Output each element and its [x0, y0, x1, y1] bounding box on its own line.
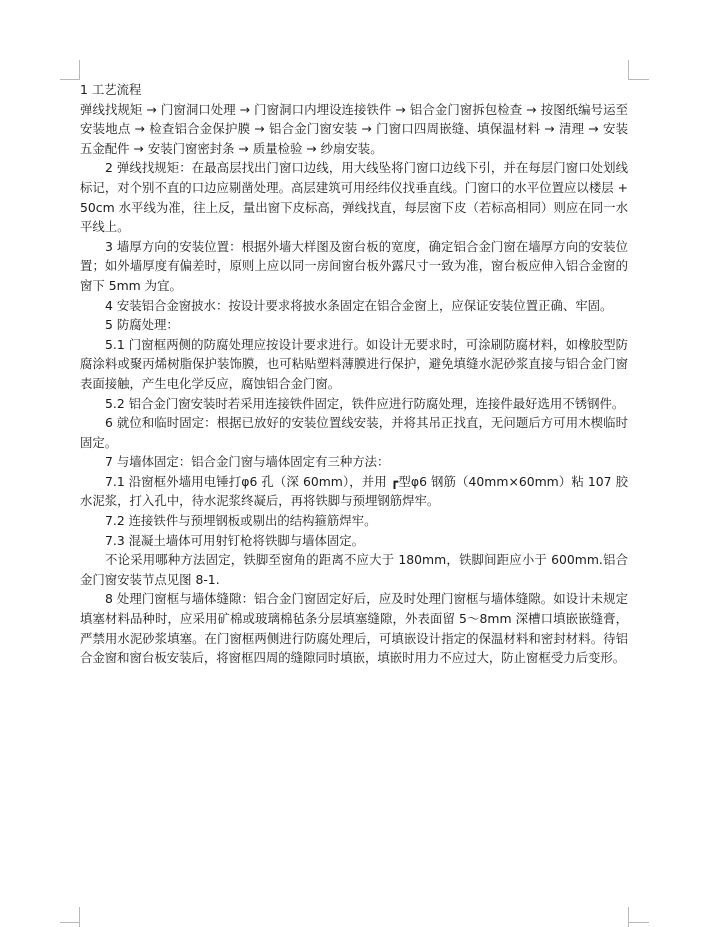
crop-mark — [79, 907, 80, 927]
paragraph-step-7-2: 7.2 连接铁件与预埋钢板或剔出的结构箍筋焊牢。 — [105, 513, 377, 529]
paragraph-step-6: 6 就位和临时固定：根据已放好的安装位置线安装，并将其吊正找直，无问题后方可用木楔临时固定。 — [80, 415, 628, 450]
paragraph-step-5-1: 5.1 门窗框两侧的防腐处理应按设计要求进行。如设计无要求时，可涂刷防腐材料，如橡胶型防腐涂料或聚丙烯树脂保护装饰膜，也可粘贴塑料薄膜进行保护，避免填缝水泥砂浆直接与铝合金门窗表面接触，产生电化学反应，腐蚀铝合金门窗。 — [80, 336, 628, 391]
paragraph-step-4: 4 安装铝合金窗披水：按设计要求将披水条固定在铝合金窗上，应保证安装位置正确、牢固。 — [105, 297, 613, 313]
crop-mark — [60, 79, 80, 80]
section-heading: 1 工艺流程 — [80, 82, 142, 97]
crop-mark — [629, 922, 649, 923]
paragraph-step-3: 3 墙厚方向的安装位置：根据外墙大样图及窗台板的宽度，确定铝合金门窗在墙厚方向的安装位置；如外墙厚度有偏差时，原则上应以同一房间窗台板外露尺寸一致为准，窗台板应伸入铝合金窗的窗下 5mm 为宜。 — [80, 238, 628, 293]
paragraph-step-5: 5 防腐处理： — [105, 317, 179, 333]
paragraph-step-7-1: 7.1 沿窗框外墙用电锤打φ6 孔（深 60mm），并用 ┏型φ6 钢筋（40mm×60mm）粘 107 胶水泥浆，打入孔中，待水泥浆终凝后，再将铁脚与预埋钢筋焊牢。 — [80, 473, 628, 509]
crop-mark — [60, 922, 80, 923]
paragraph-step-2: 2 弹线找规矩：在最高层找出门窗口边线，用大线坠将门窗口边线下引，并在每层门窗口处划线标记，对个别不直的口边应剔凿处理。高层建筑可用经纬仪找垂直线。门窗口的水平位置应以楼层 + 50cm 水平线为准，往上反，量出窗下皮标高，弹线找直，每层窗下皮（若标高相同）则应在同一水平线上。 — [80, 160, 628, 235]
crop-mark — [629, 79, 649, 80]
paragraph-step-5-2: 5.2 铝合金门窗安装时若采用连接铁件固定，铁件应进行防腐处理，连接件最好选用不锈钢件。 — [105, 395, 625, 411]
paragraph-step-7-3: 7.3 混凝土墙体可用射钉枪将铁脚与墙体固定。 — [105, 532, 365, 548]
process-flow-paragraph: 弹线找规矩 → 门窗洞口处理 → 门窗洞口内埋设连接铁件 → 铝合金门窗拆包检查 → 按图纸编号运至安装地点 → 检查铝合金保护膜 → 铝合金门窗安装 → 门窗口四周嵌缝、填保温材料 → 清理 → 安装五金配件 → 安装门窗密封条 → 质量检验 → 纱扇安装。 — [80, 101, 628, 156]
paragraph-step-8: 8 处理门窗框与墙体缝隙：铝合金门窗固定好后，应及时处理门窗框与墙体缝隙。如设计未规定填塞材料品种时，应采用矿棉或玻璃棉毡条分层填塞缝隙，外表面留 5～8mm 深槽口填嵌嵌缝膏，严禁用水泥砂浆填塞。在门窗框两侧进行防腐处理后，可填嵌设计指定的保温材料和密封材料。待铝合金窗和窗台板安装后，将窗框四周的缝隙同时填嵌，填嵌时用力不应过大，防止窗框受力后变形。 — [80, 591, 628, 666]
document-body — [80, 80, 628, 668]
paragraph-step-7: 7 与墙体固定：铝合金门窗与墙体固定有三种方法： — [105, 454, 390, 470]
paragraph-fixing-note: 不论采用哪种方法固定，铁脚至窗角的距离不应大于 180mm，铁脚间距应小于 600mm.铝合金门窗安装节点见图 8-1. — [80, 552, 628, 587]
crop-mark — [628, 907, 629, 927]
crop-mark — [79, 60, 80, 80]
crop-mark — [628, 60, 629, 80]
